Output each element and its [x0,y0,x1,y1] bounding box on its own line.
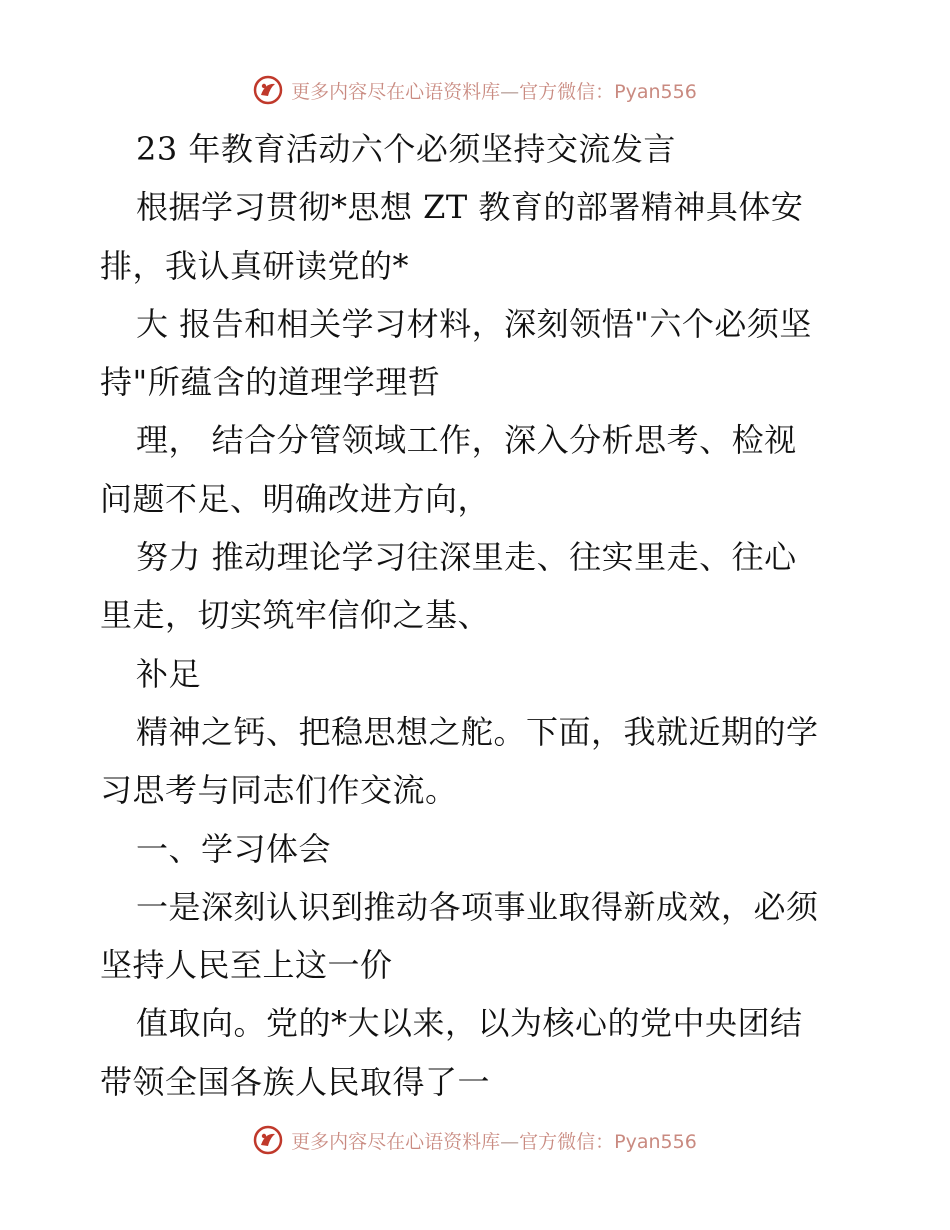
watermark-text [291,77,697,104]
watermark-suffix: 官方微信：Pyan556 [519,80,697,103]
document-line: 坚持人民至上这一价 [100,946,393,985]
watermark-separator: — [500,80,520,103]
document-line: 一、学习体会 [136,829,332,868]
watermark-text [291,1127,697,1154]
header-watermark [0,70,950,110]
document-line: 大 报告和相关学习材料，深刻领悟"六个必须坚 [136,304,812,343]
document-line: 精神之钙、把稳思想之舵。下面，我就近期的学 [136,712,819,751]
document-line: 理， 结合分管领域工作，深入分析思考、检视 [136,421,797,460]
document-line: 根据学习贯彻*思想 ZT 教育的部署精神具体安 [136,188,804,227]
document-body [100,120,860,1111]
watermark-suffix: 官方微信：Pyan556 [519,1130,697,1153]
document-line: 里走，切实筑牢信仰之基、 [100,596,491,635]
watermark-main: 更多内容尽在心语资料库 [291,1130,501,1153]
document-line: 排，我认真研读党的* [100,246,410,285]
footer-watermark [0,1120,950,1160]
document-line: 习思考与同志们作交流。 [100,771,458,810]
document-line: 问题不足、明确改进方向， [100,479,491,518]
document-line: 补足 [136,654,202,693]
document-line: 努力 推动理论学习往深里走、往实里走、往心 [136,538,797,577]
watermark-main: 更多内容尽在心语资料库 [291,80,501,103]
brand-logo-icon [253,1125,283,1155]
document-line: 带领全国各族人民取得了一 [100,1062,491,1101]
watermark-separator: — [500,1130,520,1153]
document-line: 持"所蕴含的道理学理哲 [100,363,441,402]
brand-logo-icon [253,75,283,105]
document-line: 23 年教育活动六个必须坚持交流发言 [136,130,676,168]
document-line: 值取向。党的*大以来，以为核心的党中央团结 [136,1004,803,1043]
document-line: 一是深刻认识到推动各项事业取得新成效，必须 [136,887,819,926]
